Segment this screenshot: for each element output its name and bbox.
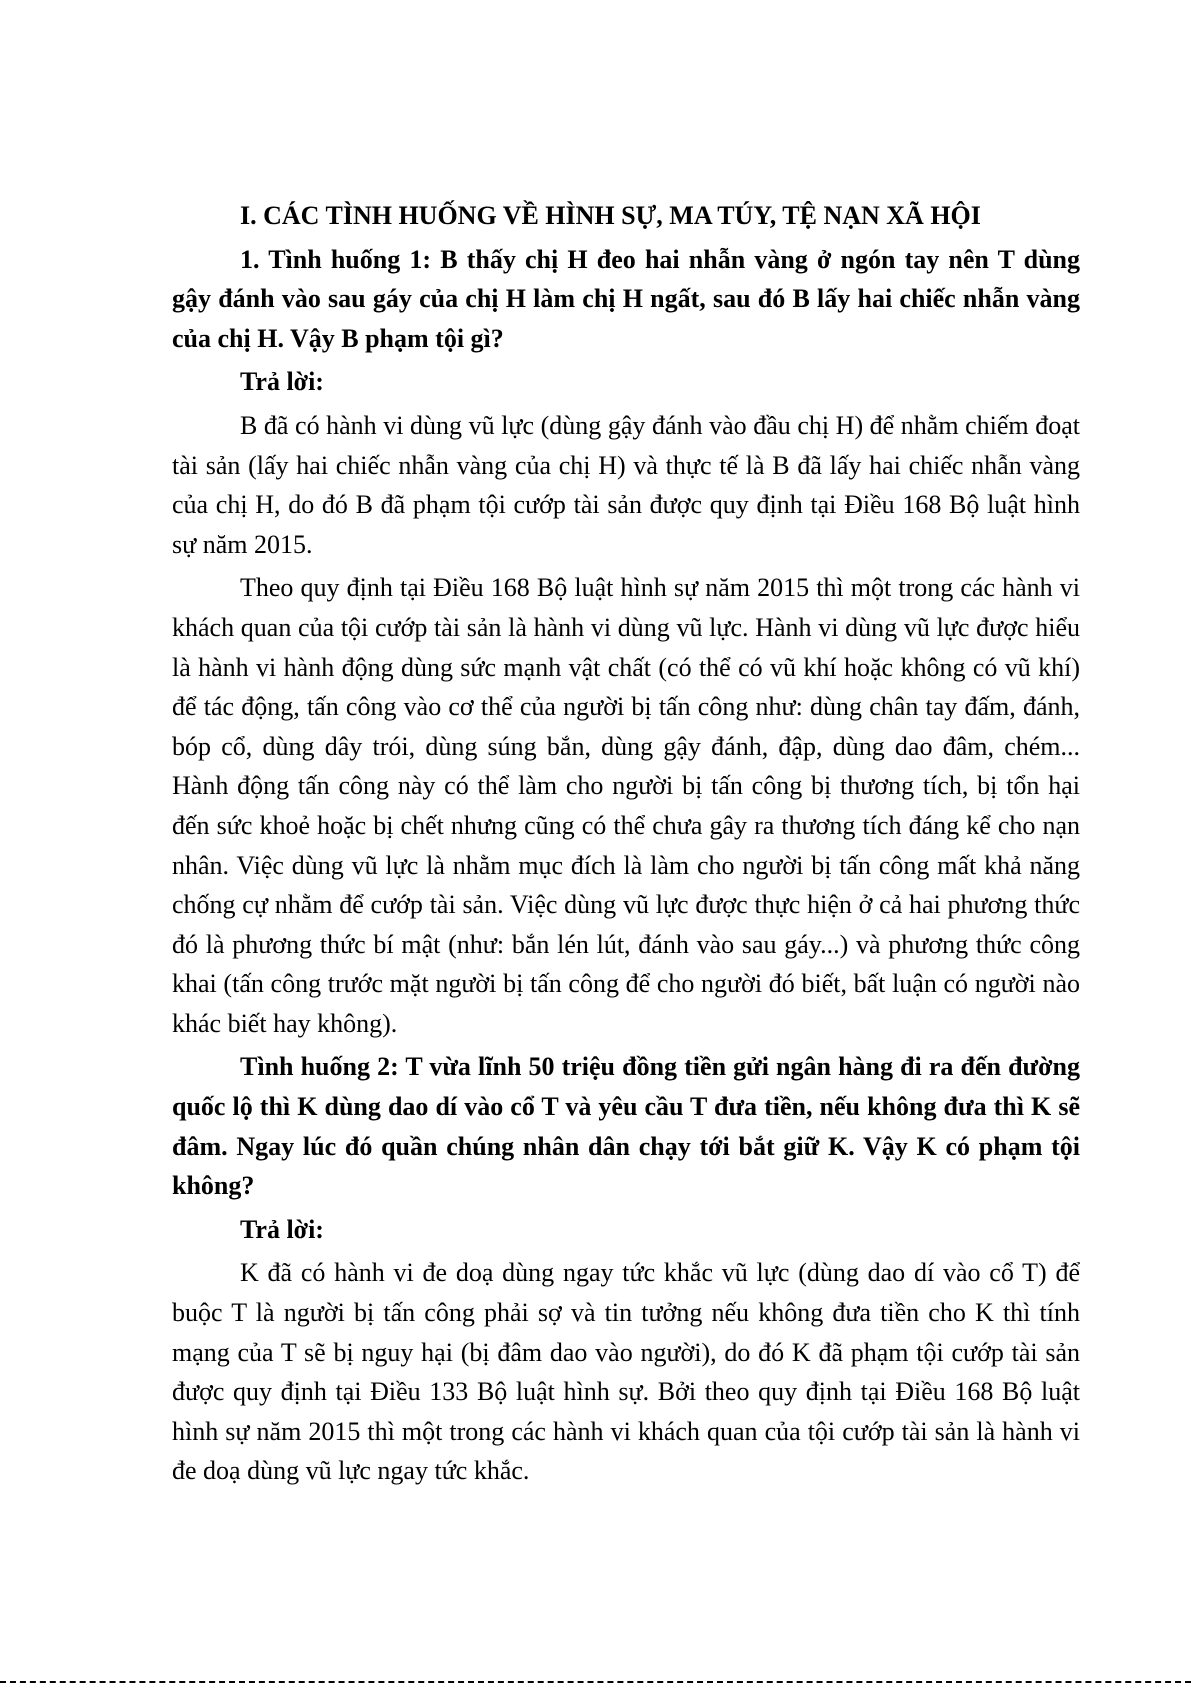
situation-1-answer-paragraph-2: Theo quy định tại Điều 168 Bộ luật hình sự năm 2015 thì một trong các hành vi khách quan của tội cướp tài sản là hành vi dùng vũ lực. Hành vi dùng vũ lực được hiểu là hành vi hành động dùng sức mạnh vật chất (có thể có vũ khí hoặc không có vũ khí) để tác động, tấn công vào cơ thể của người bị tấn công như: dùng chân tay đấm, đánh, bóp cổ, dùng dây trói, dùng súng bắn, dùng gậy đánh, đập, dùng dao đâm, chém... Hành động tấn công này có thể làm cho người bị tấn công bị thương tích, bị tổn hại đến sức khoẻ hoặc bị chết nhưng cũng có thể chưa gây ra thương tích đáng kể cho nạn nhân. Việc dùng vũ lực là nhằm mục đích là làm cho người bị tấn công mất khả năng chống cự nhằm để cướp tài sản. Việc dùng vũ lực được thực hiện ở cả hai phương thức đó là phương thức bí mật (như: bắn lén lút, đánh vào sau gáy...) và phương thức công khai (tấn công trước mặt người bị tấn công để cho người đó biết, bất luận có người nào khác biết hay không). (172, 573, 1080, 1038)
situation-1-question: 1. Tình huống 1: B thấy chị H đeo hai nhẫn vàng ở ngón tay nên T dùng gậy đánh vào sau gáy của chị H làm chị H ngất, sau đó B lấy hai chiếc nhẫn vàng của chị H. Vậy B phạm tội gì? (172, 244, 1080, 353)
situation-2-answer-paragraph-1: K đã có hành vi đe doạ dùng ngay tức khắc vũ lực (dùng dao dí vào cổ T) để buộc T là người bị tấn công phải sợ và tin tưởng nếu không đưa tiền cho K thì tính mạng của T sẽ bị nguy hại (bị đâm dao vào người), do đó K đã phạm tội cướp tài sản được quy định tại Điều 133 Bộ luật hình sự. Bởi theo quy định tại Điều 168 Bộ luật hình sự năm 2015 thì một trong các hành vi khách quan của tội cướp tài sản là hành vi đe doạ dùng vũ lực ngay tức khắc. (172, 1258, 1080, 1486)
situation-1-answer-label: Trả lời: (240, 367, 324, 397)
situation-1-answer-paragraph-1: B đã có hành vi dùng vũ lực (dùng gậy đánh vào đầu chị H) để nhằm chiếm đoạt tài sản (lấy hai chiếc nhẫn vàng của chị H) và thực tế là B đã lấy hai chiếc nhẫn vàng của chị H, do đó B đã phạm tội cướp tài sản được quy định tại Điều 168 Bộ luật hình sự năm 2015. (172, 410, 1080, 559)
footer-divider (0, 1681, 1191, 1685)
situation-2-answer-label: Trả lời: (240, 1214, 324, 1244)
situation-2-question: Tình huống 2: T vừa lĩnh 50 triệu đồng tiền gửi ngân hàng đi ra đến đường quốc lộ thì K dùng dao dí vào cổ T và yêu cầu T đưa tiền, nếu không đưa thì K sẽ đâm. Ngay lúc đó quần chúng nhân dân chạy tới bắt giữ K. Vậy K có phạm tội không? (172, 1052, 1080, 1201)
section-title: I. CÁC TÌNH HUỐNG VỀ HÌNH SỰ, MA TÚY, TỆ NẠN XÃ HỘI (240, 201, 981, 230)
document-body (172, 196, 1080, 1495)
